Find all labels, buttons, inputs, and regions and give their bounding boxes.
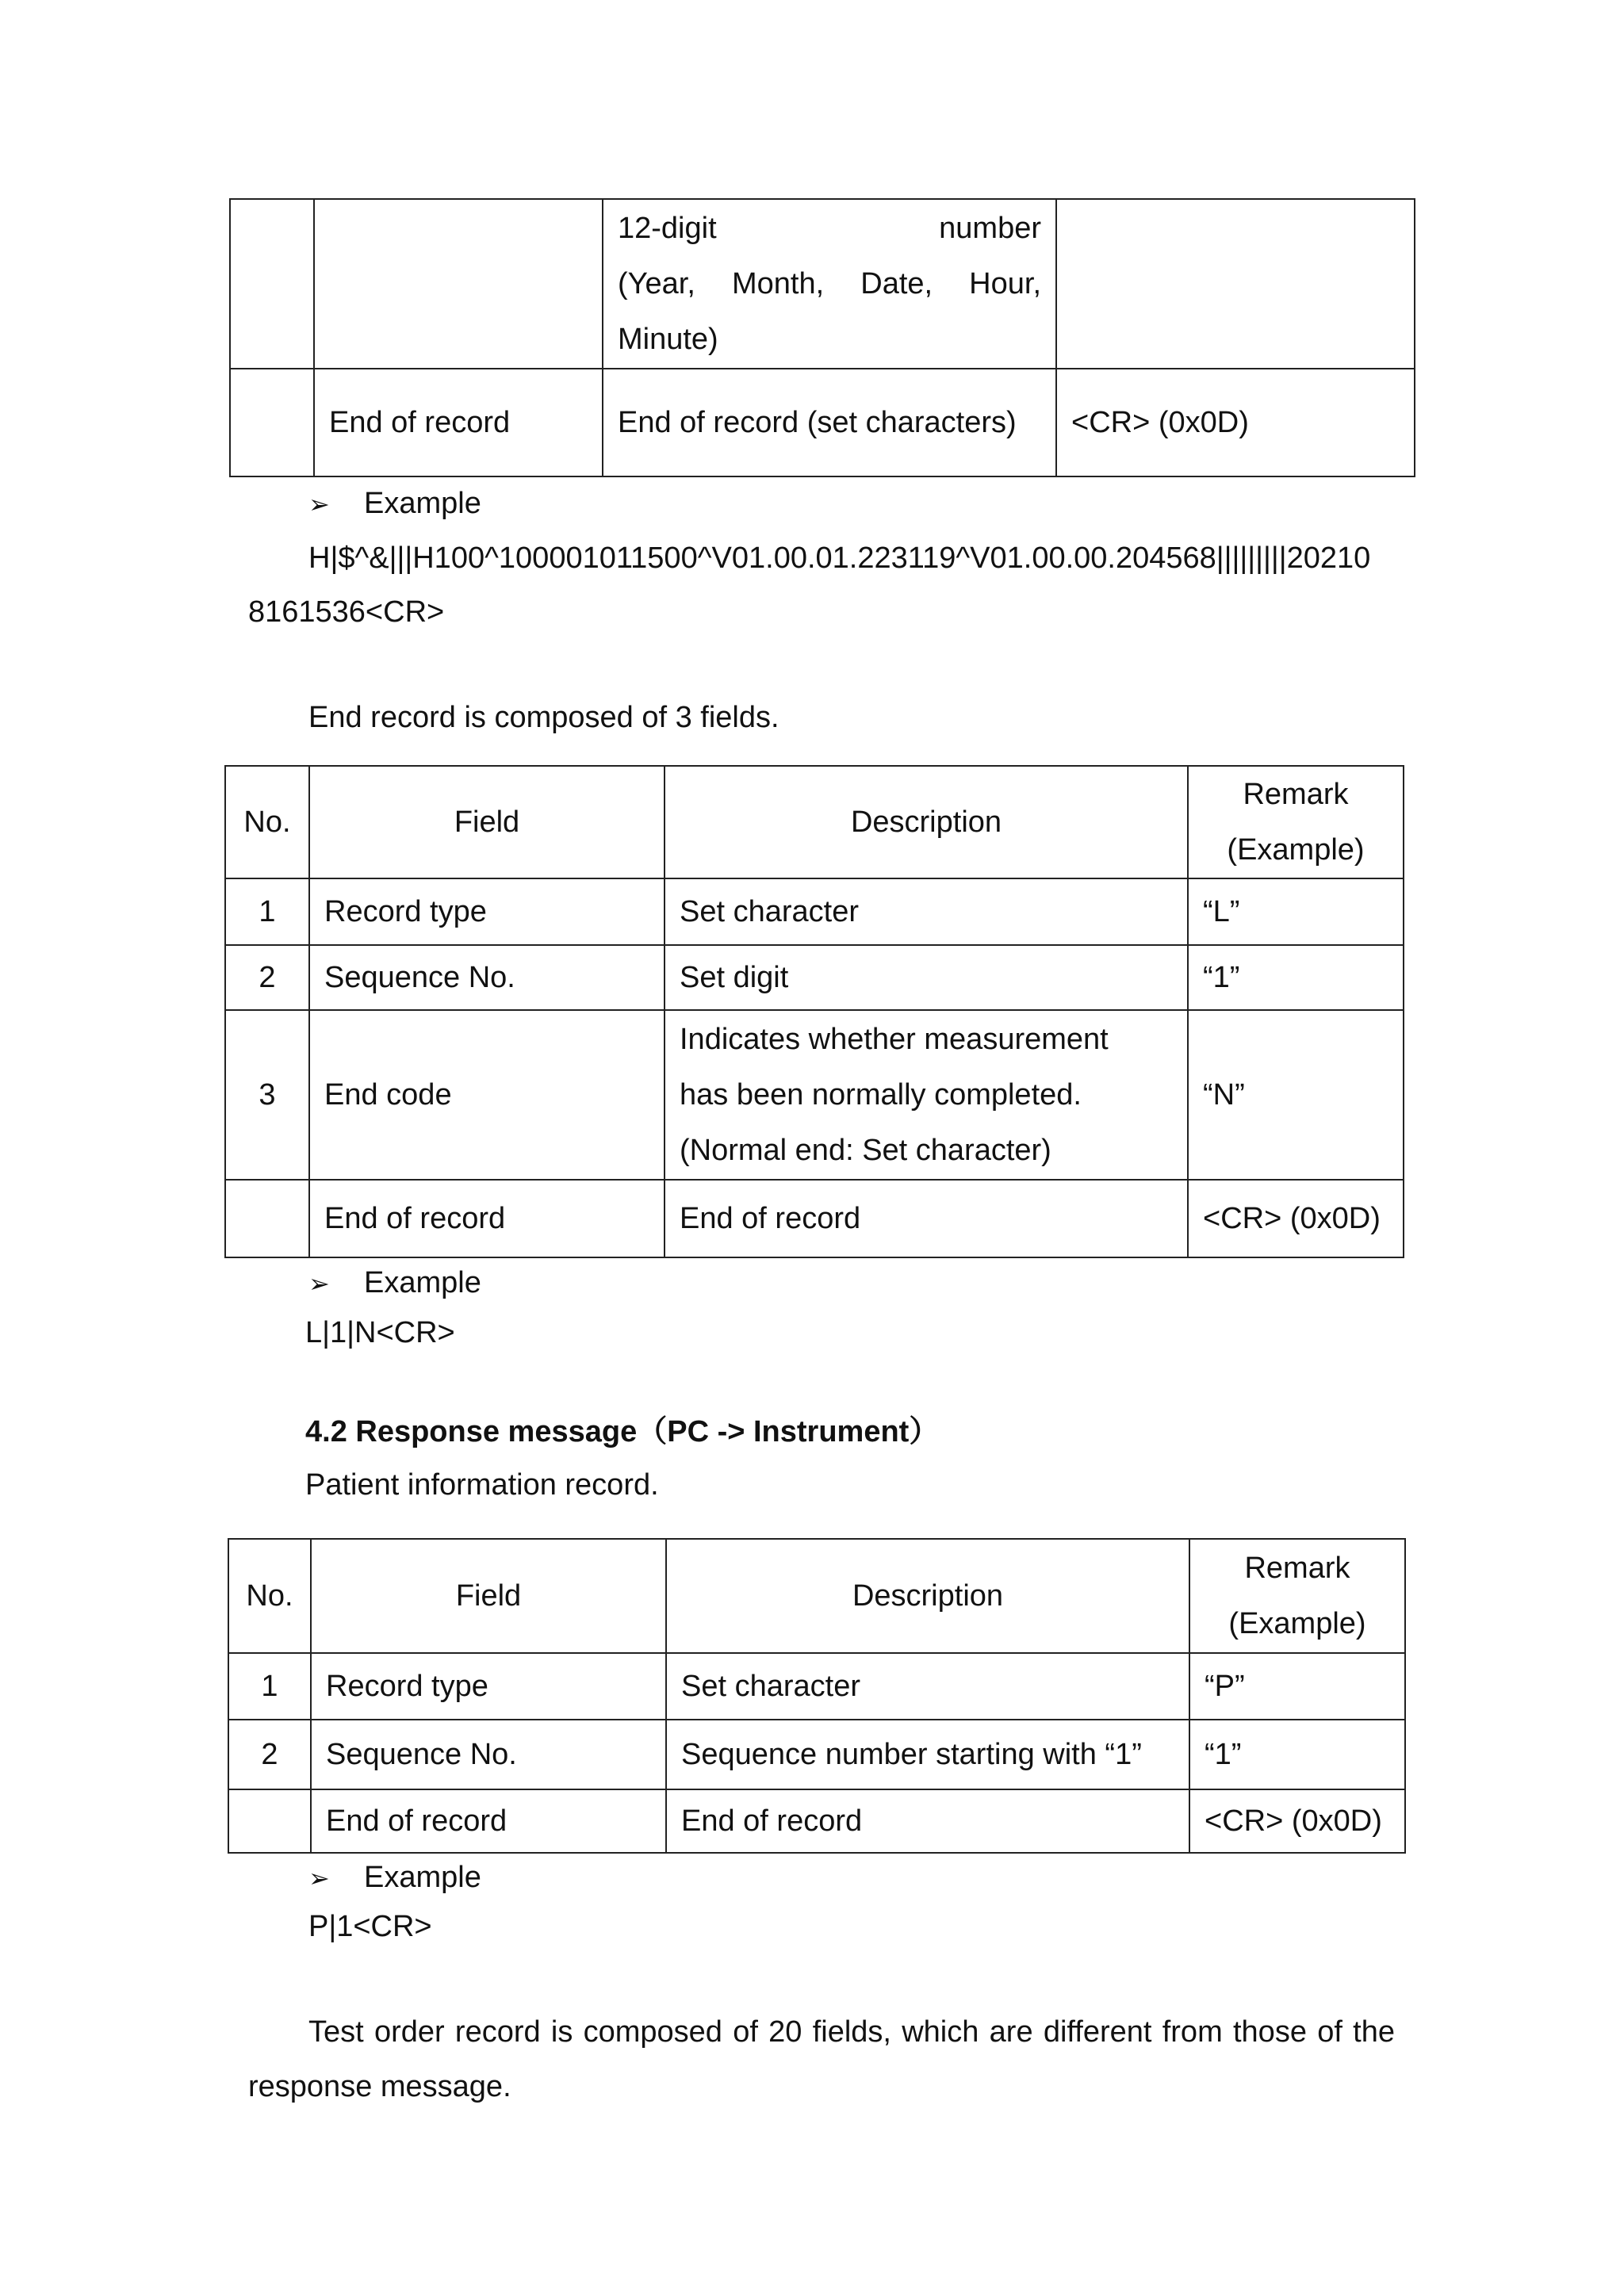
field-cell: Sequence No. [309, 945, 665, 1010]
example-label: Example [364, 1266, 481, 1299]
no-cell [230, 199, 314, 369]
example-label: Example [364, 1861, 481, 1894]
remark-cell: <CR> (0x0D) [1188, 1180, 1404, 1257]
remark-cell [1056, 199, 1415, 369]
paragraph-line: response message. [248, 2070, 511, 2103]
example-code-line: P|1<CR> [308, 1910, 432, 1943]
no-cell: 1 [225, 878, 309, 945]
remark-cell: “1” [1189, 1720, 1405, 1789]
description-cell: Sequence number starting with “1” [666, 1720, 1189, 1789]
header-remark-line: (Example) [1227, 833, 1365, 867]
example-label: Example [364, 487, 481, 520]
example-code-line: H|$^&|||H100^100001011500^V01.00.01.223119^V01.00.00.204568|||||||||20210 [308, 541, 1371, 575]
header-no: No. [225, 766, 309, 878]
table-row [225, 945, 1404, 1010]
table-header-row [228, 1539, 1405, 1653]
description-cell: Set character [666, 1653, 1189, 1720]
example-bullet [308, 1255, 481, 1311]
header-remark [1188, 766, 1404, 878]
header-remark-line: (Example) [1228, 1607, 1366, 1640]
description-cell [665, 1010, 1188, 1180]
description-line: (Normal end: Set character) [680, 1134, 1051, 1167]
description-line: has been normally completed. [680, 1078, 1082, 1112]
no-cell: 1 [228, 1653, 311, 1720]
no-cell: 3 [225, 1010, 309, 1180]
header-remark-line: Remark [1244, 1552, 1350, 1585]
field-cell: End of record [314, 369, 603, 476]
remark-cell: <CR> (0x0D) [1189, 1789, 1405, 1853]
field-cell: End code [309, 1010, 665, 1180]
table-header-row [225, 766, 1404, 878]
field-cell: Record type [309, 878, 665, 945]
header-field: Field [309, 766, 665, 878]
remark-cell: “1” [1188, 945, 1404, 1010]
no-cell: 2 [225, 945, 309, 1010]
no-cell [230, 369, 314, 476]
header-remark-line: Remark [1243, 778, 1349, 811]
table-row [230, 199, 1415, 369]
table-row [225, 1010, 1404, 1180]
paragraph: End record is composed of 3 fields. [308, 701, 779, 734]
description-cell: Set character [665, 878, 1188, 945]
field-cell: Record type [311, 1653, 666, 1720]
paragraph-line: Test order record is composed of 20 fields, which are different from those of the [308, 2015, 1395, 2049]
description-cell: End of record [665, 1180, 1188, 1257]
example-bullet [308, 476, 481, 532]
remark-cell: <CR> (0x0D) [1056, 369, 1415, 476]
no-cell [225, 1180, 309, 1257]
description-cell: End of record (set characters) [603, 369, 1056, 476]
description-line: Indicates whether measurement [680, 1023, 1109, 1056]
paragraph: Patient information record. [305, 1468, 659, 1502]
table-row [228, 1720, 1405, 1789]
example-code-line: L|1|N<CR> [305, 1316, 455, 1349]
table-row [228, 1653, 1405, 1720]
remark-cell: “P” [1189, 1653, 1405, 1720]
description-cell: Set digit [665, 945, 1188, 1010]
header-description: Description [665, 766, 1188, 878]
example-code-line: 8161536<CR> [248, 595, 445, 629]
header-no: No. [228, 1539, 311, 1653]
no-cell [228, 1789, 311, 1853]
arrow-bullet-icon: ➢ [308, 1864, 330, 1892]
description-line: 12-digit number [618, 212, 1041, 245]
description-line: Minute) [618, 323, 718, 356]
header-record-table-tail [229, 198, 1415, 477]
arrow-bullet-icon: ➢ [308, 490, 330, 519]
field-cell: Sequence No. [311, 1720, 666, 1789]
table-row [225, 1180, 1404, 1257]
remark-cell: “N” [1188, 1010, 1404, 1180]
no-cell: 2 [228, 1720, 311, 1789]
example-bullet [308, 1850, 481, 1906]
field-cell: End of record [311, 1789, 666, 1853]
header-field: Field [311, 1539, 666, 1653]
header-remark [1189, 1539, 1405, 1653]
end-record-table [224, 765, 1404, 1258]
table-row [230, 369, 1415, 476]
field-cell [314, 199, 603, 369]
field-cell: End of record [309, 1180, 665, 1257]
section-heading: 4.2 Response message（PC -> Instrument） [305, 1415, 940, 1448]
arrow-bullet-icon: ➢ [308, 1269, 330, 1298]
remark-cell: “L” [1188, 878, 1404, 945]
description-cell [603, 199, 1056, 369]
patient-record-table [228, 1538, 1406, 1854]
description-cell: End of record [666, 1789, 1189, 1853]
table-row [228, 1789, 1405, 1853]
header-description: Description [666, 1539, 1189, 1653]
table-row [225, 878, 1404, 945]
description-line: (Year, Month, Date, Hour, [618, 267, 1041, 300]
